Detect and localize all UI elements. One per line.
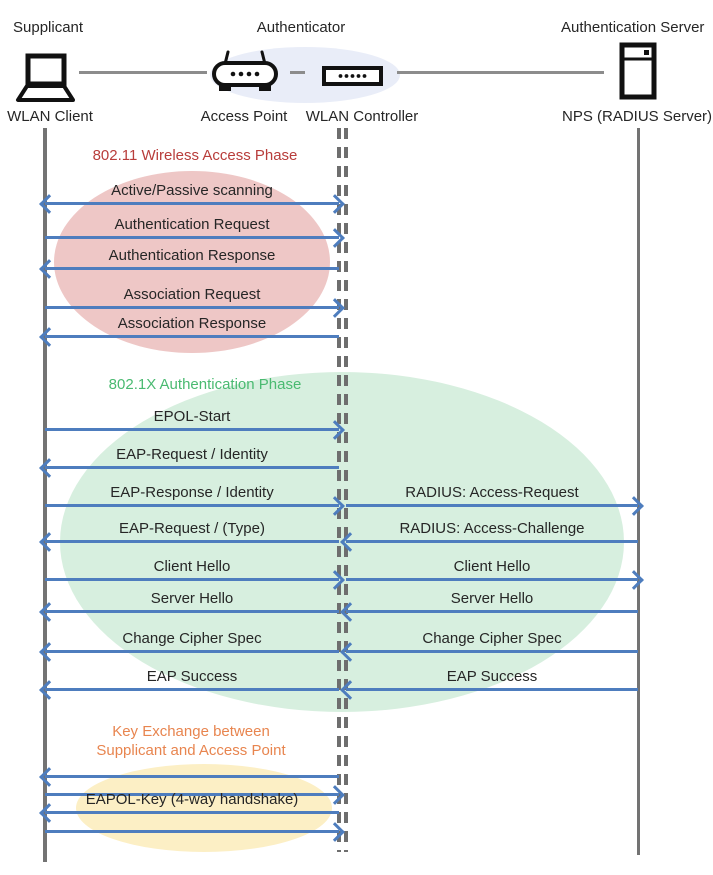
arrow-line: [45, 202, 339, 205]
message-label: Authentication Response: [108, 247, 276, 264]
message-label: Client Hello: [453, 558, 531, 575]
entity-wlan-client: WLAN Client: [7, 108, 93, 125]
message-label: RADIUS: Access-Challenge: [399, 520, 585, 537]
message-label: RADIUS: Access-Request: [405, 484, 579, 501]
arrow-line: [45, 267, 339, 270]
access-point-icon: [211, 50, 279, 93]
arrow-line: [45, 428, 339, 431]
link-controller-nps: [397, 71, 604, 74]
arrow-line: [346, 688, 638, 691]
arrow-line: [45, 306, 339, 309]
message-label: Active/Passive scanning: [111, 182, 273, 199]
phase1-title: 802.11 Wireless Access Phase: [92, 147, 298, 164]
phase3-title-line2: Supplicant and Access Point: [96, 742, 286, 759]
message-change-cipher-spec-right: [346, 630, 638, 653]
message-label: Change Cipher Spec: [122, 630, 262, 647]
message-label: EAP-Request / Identity: [116, 446, 268, 463]
link-client-ap: [79, 71, 207, 74]
role-authenticator: Authenticator: [256, 19, 346, 36]
message-client-hello-left: [45, 558, 339, 581]
message-label: Change Cipher Spec: [422, 630, 562, 647]
message-active-passive-scanning: [45, 182, 339, 205]
message-radius-access-request: [346, 484, 638, 507]
message-label: Association Response: [117, 315, 267, 332]
message-server-hello-right: [346, 590, 638, 613]
arrow-line: [45, 610, 339, 613]
wlan-controller-icon: [322, 66, 383, 86]
arrow-line: [45, 236, 339, 239]
message-eap-success-left: [45, 668, 339, 691]
message-association-request: [45, 286, 339, 309]
role-authentication-server: Authentication Server: [561, 19, 705, 36]
message-eap-response-identity: [45, 484, 339, 507]
arrow-line: [45, 578, 339, 581]
arrow-line: [45, 504, 339, 507]
message-label: EAP Success: [446, 668, 538, 685]
message-client-hello-right: [346, 558, 638, 581]
message-label: Association Request: [123, 286, 261, 303]
message-eap-request-identity: [45, 446, 339, 469]
message-label: EAP-Request / (Type): [119, 520, 265, 537]
arrow-line: [45, 540, 339, 543]
arrow-line: [45, 830, 339, 833]
message-label: EPOL-Start: [153, 408, 231, 425]
entity-access-point: Access Point: [200, 108, 288, 125]
message-association-response: [45, 315, 339, 338]
message-eap-request-type: [45, 520, 339, 543]
message-label: EAP-Response / Identity: [110, 484, 274, 501]
arrow-line: [45, 650, 339, 653]
arrow-line: [45, 466, 339, 469]
arrow-line: [45, 688, 339, 691]
message-label: Server Hello: [450, 590, 534, 607]
message-label: EAPOL-Key (4-way handshake): [85, 791, 299, 808]
message-change-cipher-spec-left: [45, 630, 339, 653]
message-label: Client Hello: [153, 558, 231, 575]
message-server-hello-left: [45, 590, 339, 613]
message-handshake-4: [45, 810, 339, 833]
message-authentication-response: [45, 247, 339, 270]
message-radius-access-challenge: [346, 520, 638, 543]
server-icon: [619, 42, 657, 100]
arrow-line: [45, 335, 339, 338]
phase3-title-line1: Key Exchange between: [112, 723, 270, 740]
entity-wlan-controller: WLAN Controller: [305, 108, 419, 125]
message-epol-start: [45, 408, 339, 431]
role-supplicant: Supplicant: [13, 19, 84, 36]
arrow-line: [346, 504, 638, 507]
arrowhead-right: [325, 822, 345, 842]
laptop-icon: [14, 53, 77, 105]
phase2-title: 802.1X Authentication Phase: [108, 376, 302, 393]
arrow-line: [346, 650, 638, 653]
message-eap-success-right: [346, 668, 638, 691]
arrow-line: [346, 540, 638, 543]
message-label: Authentication Request: [114, 216, 270, 233]
arrow-line: [346, 610, 638, 613]
arrow-line: [346, 578, 638, 581]
entity-nps-radius-server: NPS (RADIUS Server): [562, 108, 713, 125]
link-ap-controller: [290, 71, 305, 74]
message-label: EAP Success: [146, 668, 238, 685]
message-authentication-request: [45, 216, 339, 239]
message-label: Server Hello: [150, 590, 234, 607]
